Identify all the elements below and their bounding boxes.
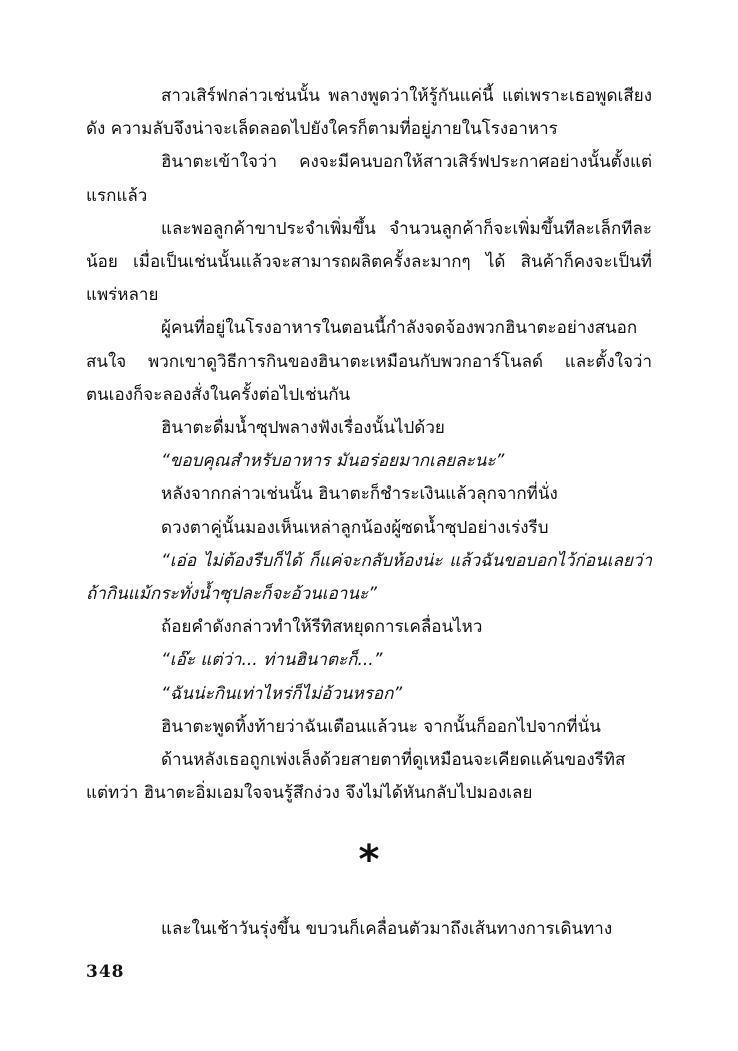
paragraph-9: ฮินาตะพูดทิ้งท้ายว่าฉันเตือนแล้วนะ จากนั้นก็ออกไปจากที่นั่น bbox=[161, 716, 601, 737]
paragraph-1: สาวเสิร์ฟกล่าวเช่นนั้น พลางพูดว่าให้รู้กันแค่นี้ แต่เพราะเธอพูดเสียงดัง ความลับจึงน่าจะเล็ดลอดไปยังใครก็ตามที่อยู่ภายในโรงอาหาร bbox=[86, 86, 652, 140]
page-number: 348 bbox=[86, 962, 125, 982]
dialogue-1: “ขอบคุณสำหรับอาหาร มันอร่อยมากเลยละนะ” bbox=[161, 451, 505, 472]
dialogue-4: “ฉันน่ะกินเท่าไหร่ก็ไม่อ้วนหรอก” bbox=[161, 683, 403, 704]
dialogue-2: “เอ่อ ไม่ต้องรีบก็ได้ ก็แค่จะกลับห้องน่ะ แล้วฉันขอบอกไว้ก่อนเลยว่า ถ้ากินแม้กระทั่งน้ำซุปละก็จะอ้วนเอานะ” bbox=[86, 550, 652, 605]
paragraph-5: ฮินาตะดื่มน้ำซุปพลางฟังเรื่องนั้นไปด้วย bbox=[161, 418, 445, 439]
paragraph-3: และพอลูกค้าขาประจำเพิ่มขึ้น จำนวนลูกค้าก็จะเพิ่มขึ้นทีละเล็กทีละน้อย เมื่อเป็นเช่นนั้นแล้วจะสามารถผลิตครั้งละมากๆ ได้ สินค้าก็คงจะเป็นที่แพร่หลาย bbox=[86, 218, 652, 306]
paragraph-7: ดวงตาคู่นั้นมองเห็นเหล่าลูกน้องผู้ซดน้ำซุปอย่างเร่งรีบ bbox=[161, 517, 549, 538]
paragraph-4: ผู้คนที่อยู่ในโรงอาหารในตอนนี้กำลังจดจ้องพวกฮินาตะอย่างสนอกสนใจ พวกเขาดูวิธีการกินของฮินาตะเหมือนกับพวกอาร์โนลด์ และตั้งใจว่าตนเองก็จะลองสั่งในครั้งต่อไปเช่นกัน bbox=[86, 318, 652, 405]
next-section bbox=[86, 913, 652, 946]
body-text bbox=[86, 80, 652, 810]
paragraph-11: และในเช้าวันรุ่งขึ้น ขบวนก็เคลื่อนตัวมาถึงเส้นทางการเดินทาง bbox=[161, 919, 613, 939]
paragraph-10: ด้านหลังเธอถูกเพ่งเล็งด้วยสายตาที่ดูเหมือนจะเคียดแค้นของรีทิส แต่ทว่า ฮินาตะอิ่มเอมใจจนรู้สึกง่วง จึงไม่ได้หันกลับไปมองเลย bbox=[86, 750, 626, 804]
dialogue-3: “เอ๊ะ แต่ว่า... ท่านฮินาตะก็...” bbox=[161, 650, 383, 671]
scene-break-asterisk: * bbox=[358, 837, 380, 883]
paragraph-6: หลังจากกล่าวเช่นนั้น ฮินาตะก็ชำระเงินแล้วลุกจากที่นั่ง bbox=[161, 484, 558, 505]
paragraph-2: ฮินาตะเข้าใจว่า คงจะมีคนบอกให้สาวเสิร์ฟประกาศอย่างนั้นตั้งแต่แรกแล้ว bbox=[86, 152, 652, 206]
paragraph-8: ถ้อยคำดังกล่าวทำให้รีทิสหยุดการเคลื่อนไหว bbox=[161, 617, 483, 638]
